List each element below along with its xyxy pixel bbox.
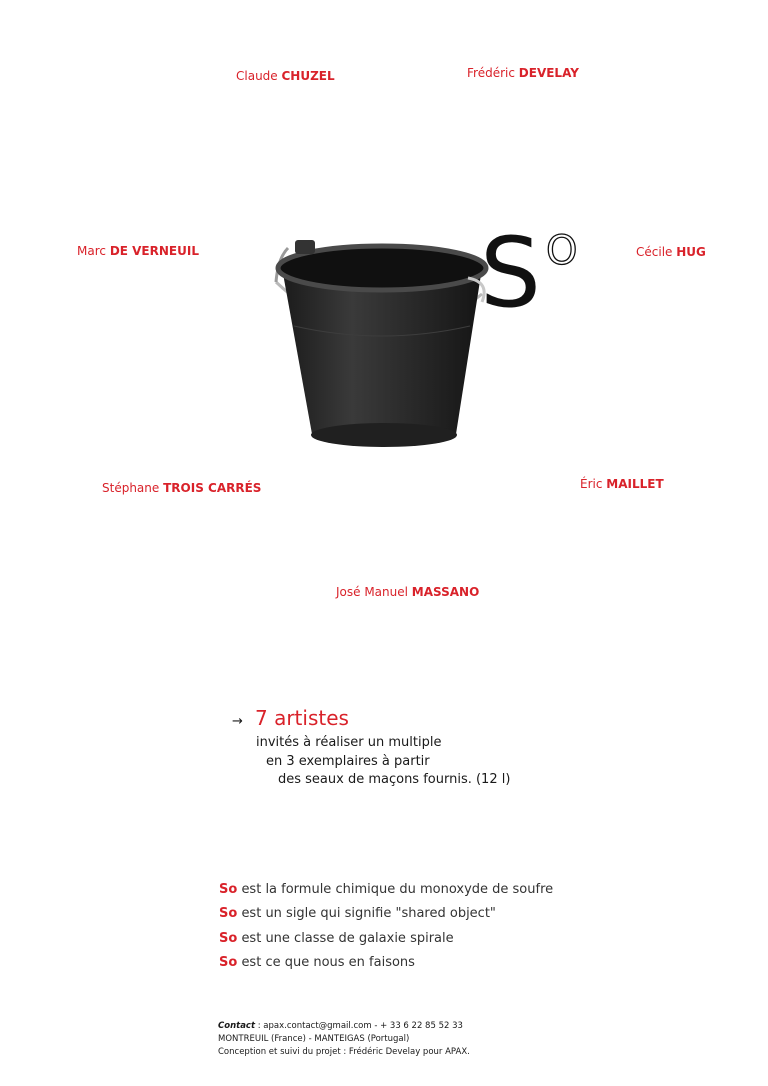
arrow-icon: → (232, 714, 243, 729)
artist-first-name: José Manuel (336, 585, 408, 599)
so-logo (480, 212, 590, 322)
artist-last-name: CHUZEL (281, 69, 335, 83)
so-keyword: So (219, 955, 238, 970)
artist-name (77, 244, 199, 258)
artist-name (580, 477, 664, 491)
artist-first-name: Stéphane (102, 481, 160, 495)
contact-credits: Conception et suivi du projet : Frédéric Develay pour APAX. (218, 1047, 470, 1057)
so-text: est une classe de galaxie spirale (241, 931, 454, 946)
contact-line (218, 1021, 463, 1031)
artist-name (467, 66, 579, 80)
artist-name (636, 245, 706, 259)
artist-name (102, 481, 261, 495)
so-statement (219, 882, 553, 897)
intro-line: des seaux de maçons fournis. (12 l) (278, 772, 511, 787)
so-keyword: So (219, 882, 238, 897)
artist-first-name: Éric (580, 477, 603, 491)
artist-first-name: Cécile (636, 245, 673, 259)
artist-first-name: Frédéric (467, 66, 515, 80)
artist-last-name: TROIS CARRÉS (163, 481, 262, 495)
so-text: est un sigle qui signifie "shared object" (241, 906, 496, 921)
artist-first-name: Claude (236, 69, 278, 83)
so-statement (219, 931, 454, 946)
artist-first-name: Marc (77, 244, 106, 258)
intro-line: invités à réaliser un multiple (256, 735, 442, 750)
so-statement (219, 955, 415, 970)
so-text: est ce que nous en faisons (241, 955, 415, 970)
so-keyword: So (219, 931, 238, 946)
bucket-image (268, 238, 500, 460)
artist-last-name: DE VERNEUIL (109, 244, 199, 258)
so-statement (219, 906, 496, 921)
contact-label: Contact (218, 1021, 256, 1031)
artist-last-name: MAILLET (606, 477, 664, 491)
artist-last-name: MASSANO (411, 585, 480, 599)
artist-last-name: HUG (676, 245, 706, 259)
artist-name (336, 585, 479, 599)
artist-name (236, 69, 335, 83)
so-text: est la formule chimique du monoxyde de soufre (241, 882, 554, 897)
contact-details: : apax.contact@gmail.com - + 33 6 22 85 52 33 (255, 1021, 463, 1031)
intro-line: en 3 exemplaires à partir (266, 754, 430, 769)
artist-last-name: DEVELAY (518, 66, 579, 80)
contact-location: MONTREUIL (France) - MANTEIGAS (Portugal) (218, 1034, 410, 1044)
so-logo-superscript: O (546, 228, 578, 274)
so-logo-letter: S (480, 217, 541, 322)
headline: 7 artistes (255, 706, 349, 730)
so-keyword: So (219, 906, 238, 921)
